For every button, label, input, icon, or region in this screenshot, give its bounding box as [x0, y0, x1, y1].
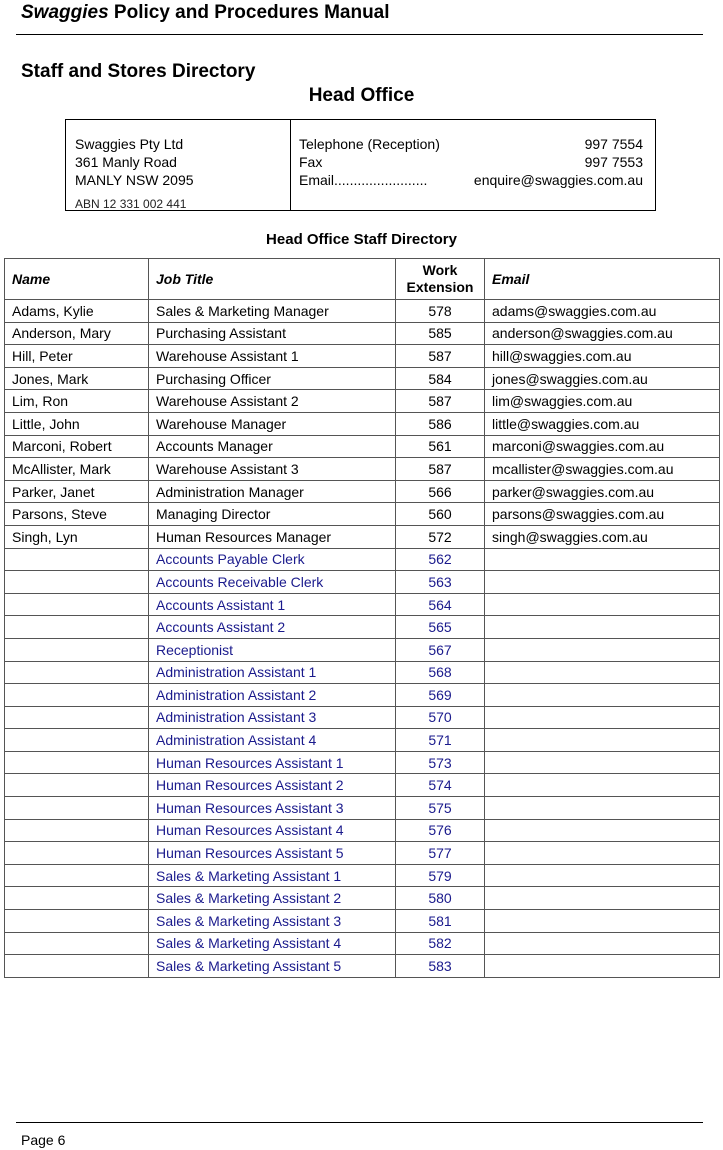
table-row	[5, 751, 720, 774]
column-header-extension	[396, 259, 485, 300]
office-title: Head Office	[308, 85, 415, 106]
cell-email: lim@swaggies.com.au	[485, 390, 720, 413]
cell-job-title: Warehouse Manager	[149, 412, 396, 435]
header-brand: Swaggies	[21, 2, 109, 23]
table-row	[5, 616, 720, 639]
cell-extension: 587	[396, 458, 485, 481]
cell-email	[485, 910, 720, 933]
table-row	[5, 435, 720, 458]
cell-extension: 565	[396, 616, 485, 639]
cell-email: hill@swaggies.com.au	[485, 345, 720, 368]
column-header-name: Name	[5, 259, 149, 300]
table-row	[5, 774, 720, 797]
table-row	[5, 412, 720, 435]
cell-email	[485, 638, 720, 661]
cell-job-title: Accounts Receivable Clerk	[149, 571, 396, 594]
cell-email: marconi@swaggies.com.au	[485, 435, 720, 458]
cell-name	[5, 751, 149, 774]
cell-name	[5, 864, 149, 887]
email-value: enquire@swaggies.com.au	[473, 172, 643, 188]
cell-extension: 581	[396, 910, 485, 933]
cell-job-title: Warehouse Assistant 1	[149, 345, 396, 368]
cell-job-title: Human Resources Assistant 1	[149, 751, 396, 774]
cell-email	[485, 661, 720, 684]
cell-extension: 569	[396, 684, 485, 707]
cell-extension: 562	[396, 548, 485, 571]
cell-name: Singh, Lyn	[5, 525, 149, 548]
header-title: Policy and Procedures Manual	[108, 2, 390, 23]
table-row	[5, 661, 720, 684]
cell-extension: 574	[396, 774, 485, 797]
cell-job-title: Sales & Marketing Assistant 4	[149, 932, 396, 955]
cell-email: little@swaggies.com.au	[485, 412, 720, 435]
document-header	[21, 2, 390, 24]
table-row	[5, 458, 720, 481]
cell-job-title: Warehouse Assistant 2	[149, 390, 396, 413]
table-row	[5, 480, 720, 503]
cell-name	[5, 593, 149, 616]
cell-email	[485, 819, 720, 842]
contact-details	[291, 120, 655, 210]
extension-header-line2: Extension	[406, 279, 474, 295]
cell-email: adams@swaggies.com.au	[485, 300, 720, 323]
cell-name	[5, 706, 149, 729]
directory-title: Head Office Staff Directory	[266, 231, 457, 248]
cell-extension: 584	[396, 367, 485, 390]
cell-name	[5, 819, 149, 842]
cell-email	[485, 616, 720, 639]
column-header-email: Email	[485, 259, 720, 300]
cell-extension: 566	[396, 480, 485, 503]
cell-name	[5, 548, 149, 571]
cell-name: Little, John	[5, 412, 149, 435]
cell-extension: 563	[396, 571, 485, 594]
phone-label: Telephone (Reception)	[299, 136, 440, 152]
cell-email: anderson@swaggies.com.au	[485, 322, 720, 345]
cell-extension: 573	[396, 751, 485, 774]
cell-extension: 587	[396, 345, 485, 368]
footer-rule	[16, 1122, 703, 1123]
cell-email	[485, 797, 720, 820]
section-title: Staff and Stores Directory	[21, 61, 256, 82]
cell-email: jones@swaggies.com.au	[485, 367, 720, 390]
cell-email: parsons@swaggies.com.au	[485, 503, 720, 526]
cell-name: Adams, Kylie	[5, 300, 149, 323]
cell-name	[5, 932, 149, 955]
header-rule	[16, 34, 703, 35]
cell-extension: 579	[396, 864, 485, 887]
city-address: MANLY NSW 2095	[75, 172, 194, 188]
column-header-job-title: Job Title	[149, 259, 396, 300]
cell-job-title: Administration Assistant 3	[149, 706, 396, 729]
cell-extension: 582	[396, 932, 485, 955]
cell-name	[5, 684, 149, 707]
table-row	[5, 525, 720, 548]
cell-extension: 585	[396, 322, 485, 345]
cell-email	[485, 729, 720, 752]
cell-email: parker@swaggies.com.au	[485, 480, 720, 503]
cell-name	[5, 616, 149, 639]
cell-job-title: Administration Manager	[149, 480, 396, 503]
table-row	[5, 571, 720, 594]
email-row	[299, 171, 643, 189]
cell-email	[485, 751, 720, 774]
cell-name	[5, 842, 149, 865]
cell-email	[485, 932, 720, 955]
cell-email	[485, 684, 720, 707]
cell-job-title: Managing Director	[149, 503, 396, 526]
cell-extension: 568	[396, 661, 485, 684]
table-row	[5, 367, 720, 390]
cell-name: Anderson, Mary	[5, 322, 149, 345]
table-row	[5, 932, 720, 955]
abn-number: ABN 12 331 002 441	[75, 197, 187, 211]
cell-name	[5, 955, 149, 978]
cell-job-title: Purchasing Officer	[149, 367, 396, 390]
cell-extension: 575	[396, 797, 485, 820]
table-row	[5, 842, 720, 865]
cell-job-title: Human Resources Manager	[149, 525, 396, 548]
cell-name	[5, 571, 149, 594]
table-row	[5, 684, 720, 707]
cell-extension: 580	[396, 887, 485, 910]
cell-name: Hill, Peter	[5, 345, 149, 368]
address-box	[65, 119, 656, 211]
cell-name	[5, 729, 149, 752]
cell-email: mcallister@swaggies.com.au	[485, 458, 720, 481]
table-row	[5, 322, 720, 345]
cell-name	[5, 887, 149, 910]
cell-email	[485, 864, 720, 887]
fax-value: 997 7553	[584, 154, 643, 170]
cell-job-title: Sales & Marketing Manager	[149, 300, 396, 323]
cell-job-title: Receptionist	[149, 638, 396, 661]
cell-job-title: Purchasing Assistant	[149, 322, 396, 345]
cell-extension: 576	[396, 819, 485, 842]
cell-email	[485, 887, 720, 910]
cell-extension: 564	[396, 593, 485, 616]
cell-name	[5, 797, 149, 820]
phone-value: 997 7554	[584, 136, 643, 152]
cell-job-title: Human Resources Assistant 3	[149, 797, 396, 820]
fax-label: Fax	[299, 154, 323, 170]
cell-job-title: Sales & Marketing Assistant 2	[149, 887, 396, 910]
cell-name: Lim, Ron	[5, 390, 149, 413]
cell-email	[485, 955, 720, 978]
table-row	[5, 910, 720, 933]
fax-row	[299, 153, 643, 171]
table-row	[5, 887, 720, 910]
cell-job-title: Administration Assistant 2	[149, 684, 396, 707]
table-row	[5, 345, 720, 368]
table-row	[5, 300, 720, 323]
cell-job-title: Warehouse Assistant 3	[149, 458, 396, 481]
staff-table-body	[5, 300, 720, 978]
table-row	[5, 638, 720, 661]
staff-directory-table	[4, 258, 720, 978]
cell-extension: 577	[396, 842, 485, 865]
company-name: Swaggies Pty Ltd	[75, 136, 184, 152]
street-address: 361 Manly Road	[75, 154, 177, 170]
cell-extension: 578	[396, 300, 485, 323]
cell-email: singh@swaggies.com.au	[485, 525, 720, 548]
cell-job-title: Accounts Payable Clerk	[149, 548, 396, 571]
table-row	[5, 548, 720, 571]
cell-name: Parker, Janet	[5, 480, 149, 503]
cell-name	[5, 774, 149, 797]
table-row	[5, 706, 720, 729]
cell-extension: 560	[396, 503, 485, 526]
table-row	[5, 390, 720, 413]
cell-extension: 583	[396, 955, 485, 978]
cell-job-title: Human Resources Assistant 2	[149, 774, 396, 797]
table-header-row	[5, 259, 720, 300]
cell-extension: 587	[396, 390, 485, 413]
email-label: Email........................	[299, 172, 428, 188]
cell-email	[485, 548, 720, 571]
cell-job-title: Sales & Marketing Assistant 1	[149, 864, 396, 887]
cell-name: Parsons, Steve	[5, 503, 149, 526]
table-row	[5, 819, 720, 842]
cell-email	[485, 593, 720, 616]
cell-email	[485, 706, 720, 729]
cell-name	[5, 910, 149, 933]
table-row	[5, 593, 720, 616]
cell-job-title: Administration Assistant 1	[149, 661, 396, 684]
table-row	[5, 955, 720, 978]
cell-extension: 567	[396, 638, 485, 661]
cell-name	[5, 638, 149, 661]
cell-job-title: Accounts Assistant 1	[149, 593, 396, 616]
postal-address	[66, 120, 291, 210]
cell-job-title: Human Resources Assistant 4	[149, 819, 396, 842]
cell-extension: 571	[396, 729, 485, 752]
cell-job-title: Administration Assistant 4	[149, 729, 396, 752]
table-row	[5, 797, 720, 820]
cell-email	[485, 571, 720, 594]
cell-job-title: Accounts Assistant 2	[149, 616, 396, 639]
cell-name: McAllister, Mark	[5, 458, 149, 481]
page-number: Page 6	[21, 1132, 66, 1148]
table-row	[5, 729, 720, 752]
cell-extension: 586	[396, 412, 485, 435]
cell-extension: 570	[396, 706, 485, 729]
cell-job-title: Human Resources Assistant 5	[149, 842, 396, 865]
cell-name: Jones, Mark	[5, 367, 149, 390]
phone-row	[299, 135, 643, 153]
cell-name	[5, 661, 149, 684]
table-row	[5, 503, 720, 526]
cell-name: Marconi, Robert	[5, 435, 149, 458]
cell-email	[485, 774, 720, 797]
cell-extension: 572	[396, 525, 485, 548]
table-row	[5, 864, 720, 887]
extension-header-line1: Work	[422, 262, 458, 278]
cell-email	[485, 842, 720, 865]
cell-extension: 561	[396, 435, 485, 458]
cell-job-title: Sales & Marketing Assistant 3	[149, 910, 396, 933]
cell-job-title: Accounts Manager	[149, 435, 396, 458]
cell-job-title: Sales & Marketing Assistant 5	[149, 955, 396, 978]
